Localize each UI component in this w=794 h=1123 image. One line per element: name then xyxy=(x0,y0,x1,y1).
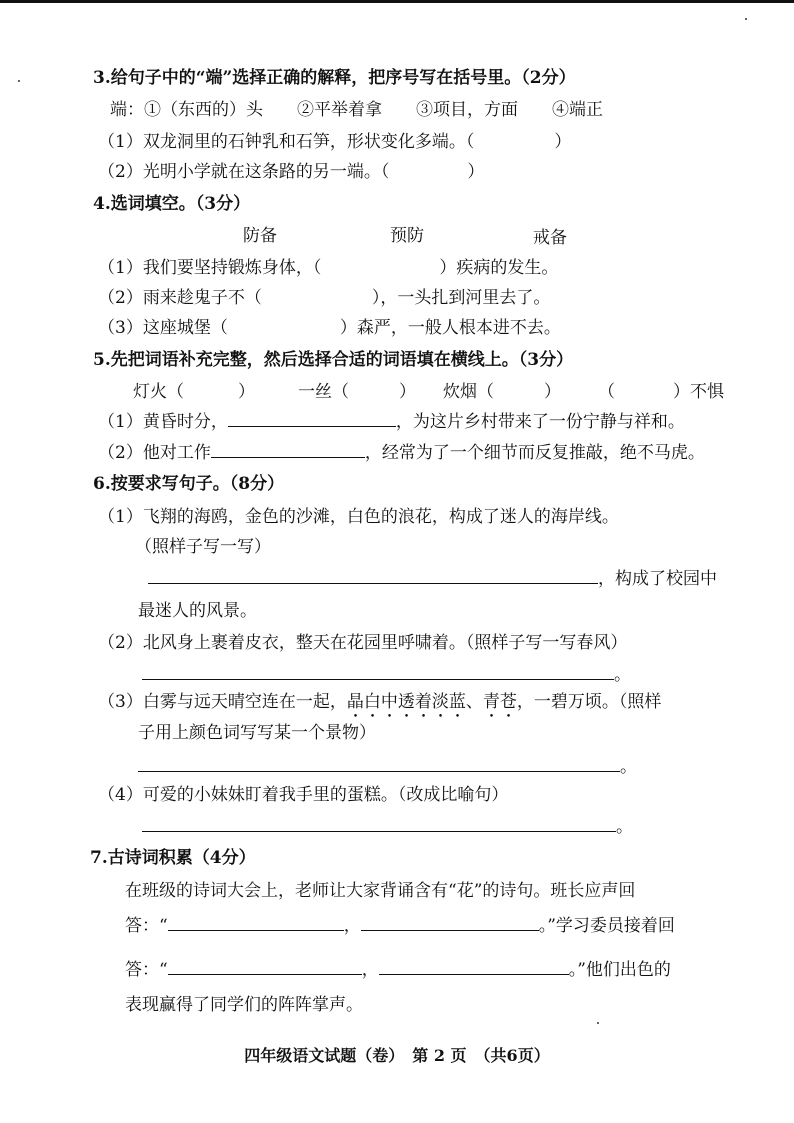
q7-answer-1a[interactable] xyxy=(168,914,344,931)
q7-answer-1b[interactable] xyxy=(361,914,539,931)
q6-sentence-3: （3）白雾与远天晴空连在一起，晶白中透着淡蓝、青苍，一碧万顷。（照样 xyxy=(98,692,662,712)
q3-options: 端：①（东西的）头 ②平举着拿 ③项目，方面 ④端正 xyxy=(110,100,603,120)
q6-s3-emphasis: 晶白中透着淡蓝、青苍 xyxy=(346,692,517,712)
q4-sentence-1: （1）我们要坚持锻炼身体，（ ）疾病的发生。 xyxy=(98,258,559,278)
q4-word-2: 预防 xyxy=(390,226,424,246)
q6-answer-4[interactable] xyxy=(142,815,616,832)
q5-word-2: 一丝（ ） xyxy=(298,382,416,402)
q5-sentence-1: （1）黄昏时分， ，为这片乡村带来了一份宁静与祥和。 xyxy=(98,412,685,432)
q4-title: 4.选词填空。（3分） xyxy=(93,194,251,214)
q5-sentence-2: （2）他对工作 ，经常为了一个细节而反复推敲，绝不马虎。 xyxy=(98,443,705,463)
top-border xyxy=(0,0,794,3)
q4-sentence-2: （2）雨来趁鬼子不（ ），一头扎到河里去了。 xyxy=(98,288,551,308)
q6-answer-2[interactable] xyxy=(142,663,614,680)
q4-word-1: 防备 xyxy=(243,226,277,246)
q3-title: 3.给句子中的“端”选择正确的解释，把序号写在括号里。（2分） xyxy=(93,68,576,88)
q6-sentence-1: （1）飞翔的海鸥，金色的沙滩，白色的浪花，构成了迷人的海岸线。 xyxy=(98,507,619,527)
q7-answer-2b[interactable] xyxy=(379,958,569,975)
q6-title: 6.按要求写句子。（8分） xyxy=(93,474,285,494)
q7-answer-row-2: 答：“ ， 。”他们出色的 xyxy=(125,960,671,980)
page-footer: 四年级语文试题（卷） 第 2 页 （共6页） xyxy=(244,1046,550,1065)
scan-speck xyxy=(597,1022,599,1024)
q7-paragraph-4: 表现赢得了同学们的阵阵掌声。 xyxy=(125,995,363,1015)
q6-s3-answer-line: 。 xyxy=(138,755,637,779)
q6-s3-continuation: 子用上颜色词写写某一个景物） xyxy=(138,723,376,743)
q4-word-3: 戒备 xyxy=(533,228,567,248)
q6-s1-answer-line: ，构成了校园中 xyxy=(148,567,717,591)
q6-answer-1[interactable] xyxy=(148,567,598,584)
q7-answer-2a[interactable] xyxy=(168,958,362,975)
scan-speck xyxy=(745,18,747,20)
q6-s1-requirement: （照样子写一写） xyxy=(135,537,271,557)
q5-answer-2[interactable] xyxy=(211,441,365,458)
q5-answer-1[interactable] xyxy=(228,410,396,427)
q6-s1-continuation: 最迷人的风景。 xyxy=(138,601,257,621)
q6-answer-3[interactable] xyxy=(138,755,620,772)
q6-sentence-2: （2）北风身上裹着皮衣，整天在花园里呼啸着。（照样子写一写春风） xyxy=(98,633,628,653)
q6-s2-answer-line: 。 xyxy=(142,663,631,687)
q5-word-4: （ ）不惧 xyxy=(598,382,724,402)
q4-sentence-3: （3）这座城堡（ ）森严，一般人根本进不去。 xyxy=(98,318,561,338)
q7-answer-row-1: 答：“ ， 。”学习委员接着回 xyxy=(125,916,675,936)
q7-paragraph-1: 在班级的诗词大会上，老师让大家背诵含有“花”的诗句。班长应声回 xyxy=(125,881,636,901)
q5-word-1: 灯火（ ） xyxy=(133,382,255,402)
q5-title: 5.先把词语补充完整，然后选择合适的词语填在横线上。（3分） xyxy=(93,350,574,370)
scan-speck xyxy=(18,80,20,82)
q6-sentence-4: （4）可爱的小妹妹盯着我手里的蛋糕。（改成比喻句） xyxy=(98,785,509,805)
q7-title: 7.古诗词积累（4分） xyxy=(90,848,256,868)
q3-sentence-2: （2）光明小学就在这条路的另一端。（ ） xyxy=(98,162,485,182)
q5-word-3: 炊烟（ ） xyxy=(443,382,561,402)
q6-s4-answer-line: 。 xyxy=(142,815,633,839)
q3-sentence-1: （1）双龙洞里的石钟乳和石笋，形状变化多端。（ ） xyxy=(98,132,572,152)
